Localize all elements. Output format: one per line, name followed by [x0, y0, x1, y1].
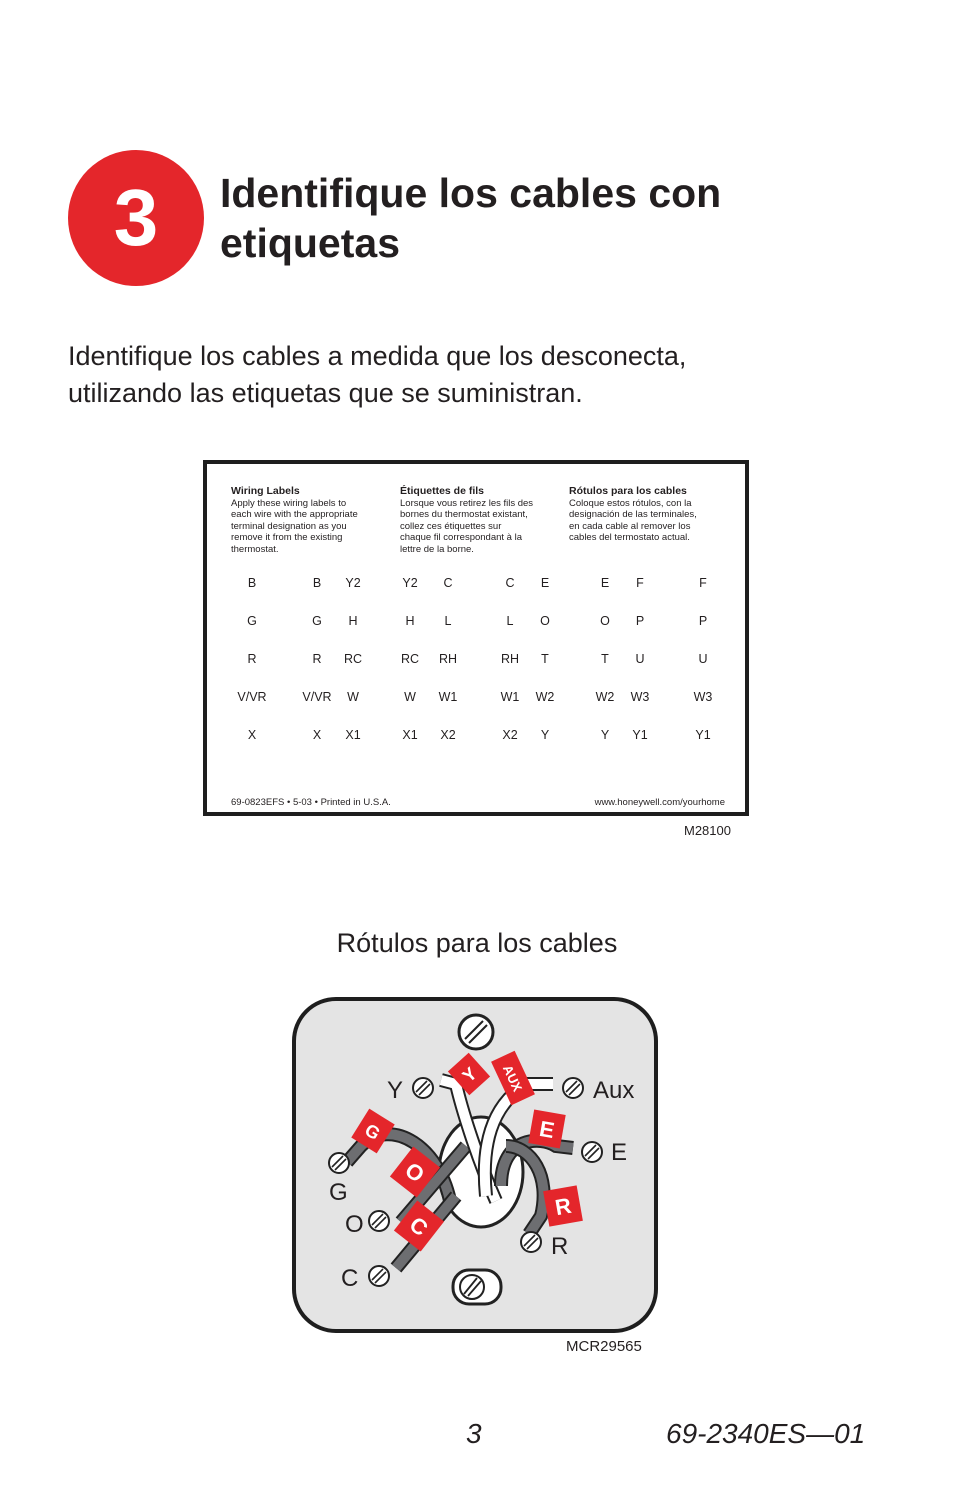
terminal-label-aux: Aux [593, 1077, 635, 1104]
figure-code-diagram: MCR29565 [566, 1338, 642, 1355]
wiring-label: W1 [438, 690, 458, 704]
terminal-screw-g [329, 1153, 349, 1173]
page-title: Identifique los cables con etiquetas [220, 170, 722, 266]
wiring-label: T [541, 652, 549, 666]
wiring-label: C [505, 576, 515, 590]
document-code: 69-2340ES—01 [666, 1418, 866, 1449]
diagram-title: Rótulos para los cables [336, 928, 618, 958]
label-sheet-footer-code: 69-0823EFS • 5-03 • Printed in U.S.A. [231, 797, 391, 808]
wiring-label: Y2 [402, 576, 418, 590]
step-number: 3 [113, 173, 159, 262]
label-sheet-column-french: Étiquettes de fils Lorsque vous retirez les fils des bornes du thermostat existant, collez ces étiquettes sur chaque fil correspondant à la lettre de la borne. [400, 485, 534, 555]
wiring-label: B [312, 576, 322, 590]
wiring-label: X1 [402, 728, 418, 742]
wiring-label: X2 [502, 728, 518, 742]
wiring-label: X [312, 728, 322, 742]
wiring-label: O [540, 614, 550, 628]
wiring-label: L [444, 614, 452, 628]
terminal-label-r: R [551, 1233, 569, 1260]
svg-text:O: O [400, 1157, 430, 1188]
wiring-label: P [698, 614, 708, 628]
wiring-label: Y [600, 728, 610, 742]
page-number: 3 [466, 1418, 482, 1449]
wiring-label: G [312, 614, 322, 628]
wiring-label: R [247, 652, 257, 666]
terminal-screw-o [369, 1211, 389, 1231]
wiring-label: H [405, 614, 415, 628]
wiring-label: X2 [440, 728, 456, 742]
wiring-label: F [636, 576, 644, 590]
terminal-screw-e [582, 1142, 602, 1162]
label-sheet-column-english: Wiring Labels Apply these wiring labels to each wire with the appropriate terminal designation as you remove it from the existing thermostat. [231, 485, 358, 555]
wiring-label: RH [500, 652, 520, 666]
wiring-label: Y1 [695, 728, 711, 742]
wiring-label: L [506, 614, 514, 628]
wiring-label: T [601, 652, 609, 666]
wiring-label: G [247, 614, 257, 628]
terminal-screw-r [521, 1232, 541, 1252]
svg-text:C: C [404, 1211, 433, 1242]
figure-code: M28100 [684, 823, 731, 838]
wiring-label: RC [343, 652, 363, 666]
svg-text:Y: Y [458, 1063, 481, 1087]
wiring-label-sheet [203, 460, 749, 816]
wiring-label: RH [438, 652, 458, 666]
wire-tag-e [528, 1109, 565, 1148]
wiring-label: E [540, 576, 550, 590]
wiring-label: Y1 [632, 728, 648, 742]
wiring-label: W3 [693, 690, 713, 704]
terminal-label-y: Y [387, 1077, 404, 1104]
wire-tag-r [543, 1185, 583, 1226]
wiring-label: X1 [345, 728, 361, 742]
wiring-label: W1 [500, 690, 520, 704]
wire-label-diagram [291, 996, 659, 1334]
wiring-label: Y2 [345, 576, 361, 590]
wiring-label: V/VR [302, 690, 332, 704]
wiring-label: X [247, 728, 257, 742]
wiring-label: C [443, 576, 453, 590]
terminal-label-c: C [341, 1265, 359, 1292]
intro-text [68, 338, 868, 412]
wiring-label: P [635, 614, 645, 628]
svg-text:R: R [553, 1192, 574, 1221]
wiring-label: W [404, 690, 416, 704]
svg-text:AUX: AUX [499, 1062, 526, 1094]
svg-text:E: E [537, 1115, 557, 1144]
terminal-label-o: O [345, 1211, 364, 1238]
label-sheet-column-spanish: Rótulos para los cables Coloque estos rótulos, con la designación de las terminales, en cada cable al remover los cables del termostato actual. [569, 485, 697, 543]
wiring-label: F [699, 576, 707, 590]
step-number-badge [68, 150, 204, 286]
wiring-label: W2 [535, 690, 555, 704]
wiring-label: RC [400, 652, 420, 666]
top-mounting-screw [459, 1015, 493, 1049]
intro-line-2: utilizando las etiquetas que se suministran. [68, 378, 583, 408]
wiring-label: B [247, 576, 257, 590]
wiring-label: U [698, 652, 708, 666]
terminal-label-g: G [329, 1179, 348, 1206]
wiring-label: V/VR [237, 690, 267, 704]
intro-line-1: Identifique los cables a medida que los desconecta, [68, 341, 687, 371]
svg-text:G: G [361, 1119, 384, 1145]
label-sheet-footer-url: www.honeywell.com/yourhome [594, 797, 725, 808]
wiring-label: Y [540, 728, 550, 742]
wiring-label: W2 [595, 690, 615, 704]
wiring-label: R [312, 652, 322, 666]
wiring-label: W [347, 690, 359, 704]
bottom-mounting-screw [453, 1270, 501, 1304]
wiring-label: O [600, 614, 610, 628]
terminal-label-e: E [611, 1139, 628, 1166]
terminal-screw-aux [563, 1078, 583, 1098]
wiring-label: H [348, 614, 358, 628]
wiring-label: W3 [630, 690, 650, 704]
wiring-label: E [600, 576, 610, 590]
terminal-screw-y [413, 1078, 433, 1098]
wiring-label: U [635, 652, 645, 666]
terminal-screw-c [369, 1266, 389, 1286]
